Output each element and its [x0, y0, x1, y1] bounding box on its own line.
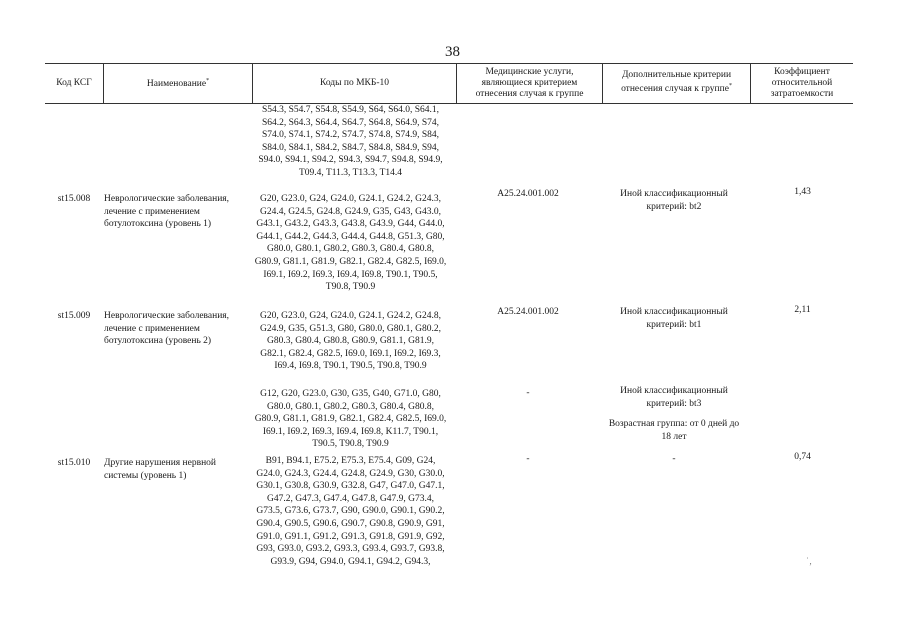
row-service: A25.24.001.002 [497, 307, 559, 317]
row-code: st15.010 [57, 458, 91, 468]
header-mkb: Коды по МКБ-10 [319, 77, 390, 88]
row-service: A25.24.001.002 [497, 189, 559, 199]
row-coefficient: 1,43 [794, 187, 811, 197]
row-criteria: - [672, 454, 676, 464]
row-code: st15.009 [57, 311, 91, 321]
row-code: st15.008 [57, 194, 91, 204]
subrow-service: - [526, 388, 530, 398]
subrow-mkb-codes: G12, G20, G23.0, G30, G35, G40, G71.0, G80, G80.0, G80.1, G80.2, G80.3, G80.4, G80.8, G80.9, G81.1, G81.9, G82.1, G82.4, G82.5, I69.0, I69.1, I69.2, I69.3, I69.4, I69.8, K11.7, T90.1, T90.5, T90.8, T90.9 [254, 389, 447, 450]
table-header-border [45, 103, 853, 104]
header-name: Наименование* [146, 77, 210, 90]
mkb-codes-continuation: S54.3, S54.7, S54.8, S54.9, S64, S64.0, S64.1, S64.2, S64.3, S64.4, S64.7, S64.8, S64.9, S74, S74.0, S74.1, S74.2, S74.7, S74.8, S74.9, S84, S84.0, S84.1, S84.2, S84.7, S84.8, S84.9, S94, S94.0, S94.1, S94.2, S94.3, S94.7, S94.8, S94.9, T09.4, T11.3, T13.3, T14.4 [258, 105, 443, 178]
page-number: 38 [445, 44, 460, 60]
row-criteria: Иной классификационный критерий: bt1 [620, 307, 728, 330]
scan-mark: ˙‚ [806, 556, 812, 566]
row-criteria: Иной классификационный критерий: bt2 [620, 189, 728, 212]
row-mkb-codes: B91, B94.1, E75.2, E75.3, E75.4, G09, G24, G24.0, G24.3, G24.4, G24.8, G24.9, G30, G30.0, G30.1, G30.8, G30.9, G32.8, G47, G47.0, G47.1, G47.2, G47.3, G47.4, G47.8, G47.9, G73.4, G73.5, G73.6, G73.7, G90, G90.0, G90.1, G90.2, G90.4, G90.5, G90.6, G90.7, G90.8, G90.9, G91, G91.0, G91.1, G91.2, G91.3, G91.8, G91.9, G92, G93, G93.0, G93.2, G93.3, G93.4, G93.7, G93.8, G93.9, G94, G94.0, G94.1, G94.2, G94.3, [256, 456, 445, 567]
row-coefficient: 2,11 [794, 305, 811, 315]
subrow-criteria: Иной классификационный критерий: bt3 [620, 386, 728, 409]
row-coefficient: 0,74 [794, 452, 811, 462]
subrow-age-group: Возрастная группа: от 0 дней до 18 лет [608, 419, 740, 442]
subrow-criteria-block [604, 385, 744, 443]
header-code: Код КСГ [56, 77, 92, 88]
header-services: Медицинские услуги, являющиеся критерием отнесения случая к группе [475, 66, 584, 99]
row-service: - [526, 454, 530, 464]
row-name: Неврологические заболевания, лечение с применением ботулотоксина (уровень 2) [104, 311, 230, 347]
row-name: Неврологические заболевания, лечение с применением ботулотоксина (уровень 1) [104, 194, 230, 230]
row-mkb-codes: G20, G23.0, G24, G24.0, G24.1, G24.2, G24.3, G24.4, G24.5, G24.8, G24.9, G35, G43, G43.0, G43.1, G43.2, G43.3, G43.8, G43.9, G44, G44.0, G44.1, G44.2, G44.3, G44.4, G44.8, G51.3, G80, G80.0, G80.1, G80.2, G80.3, G80.4, G80.8, G80.9, G81.1, G81.9, G82.1, G82.4, G82.5, I69.0, I69.1, I69.2, I69.3, I69.4, I69.8, T90.1, T90.5, T90.8, T90.9 [254, 194, 447, 293]
header-coef: Коэффициент относительной затратоемкости [770, 66, 834, 99]
header-criteria: Дополнительные критерии отнесения случая к группе* [621, 70, 732, 95]
row-name: Другие нарушения нервной системы (уровень 1) [104, 458, 217, 481]
row-mkb-codes: G20, G23.0, G24, G24.0, G24.1, G24.2, G24.8, G24.9, G35, G51.3, G80, G80.0, G80.1, G80.2, G80.3, G80.4, G80.8, G80.9, G81.1, G81.9, G82.1, G82.4, G82.5, I69.0, I69.1, I69.2, I69.3, I69.4, I69.8, T90.1, T90.5, T90.8, T90.9 [259, 311, 442, 372]
